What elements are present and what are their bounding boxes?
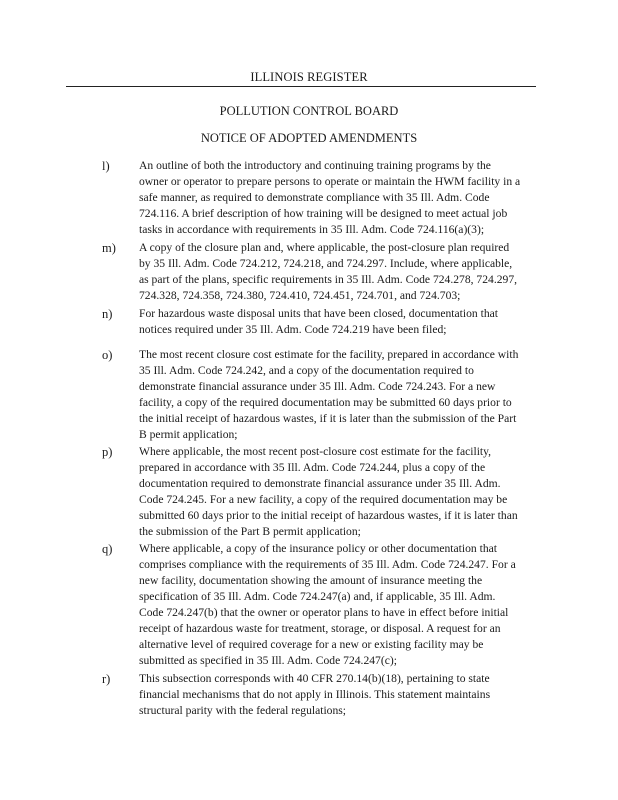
item-line: Code 724.247(b) that the owner or operator plans to have in effect before initial: [139, 606, 509, 619]
item-line: A copy of the closure plan and, where applicable, the post-closure plan required: [139, 241, 510, 254]
item-text: [139, 671, 539, 719]
item-label: l): [102, 159, 110, 173]
notice-title: NOTICE OF ADOPTED AMENDMENTS: [200, 131, 418, 145]
header-rule: [66, 86, 536, 87]
item-line: notices required under 35 Ill. Adm. Code 724.219 have been filed;: [139, 323, 447, 336]
item-line: An outline of both the introductory and continuing training programs by the: [139, 159, 491, 172]
item-line: 724.116. A brief description of how training will be designed to meet actual job: [139, 207, 508, 220]
item-line: financial mechanisms that do not apply in Illinois. This statement maintains: [139, 688, 491, 701]
item-line: The most recent closure cost estimate for the facility, prepared in accordance with: [139, 348, 519, 361]
register-header-title: ILLINOIS REGISTER: [250, 70, 368, 84]
item-line: the initial receipt of hazardous wastes, if it is later than the submission of the Part: [139, 412, 517, 425]
item-line: Code 724.245. For a new facility, a copy of the required documentation may be: [139, 493, 508, 506]
item-line: receipt of hazardous waste for treatment, storage, or disposal. A request for an: [139, 622, 501, 635]
item-label: o): [102, 348, 113, 362]
item-line: as part of the plans, specific requirements in 35 Ill. Adm. Code 724.278, 724.297,: [139, 273, 518, 286]
item-line: tasks in accordance with requirements in 35 Ill. Adm. Code 724.116(a)(3);: [139, 223, 485, 236]
item-text: [139, 306, 539, 338]
item-label: r): [102, 672, 111, 686]
item-line: alternative level of required coverage for a new or existing facility may be: [139, 638, 484, 651]
item-text: [139, 158, 539, 238]
item-line: comprises compliance with the requirements of 35 Ill. Adm. Code 724.247. For a: [139, 558, 516, 571]
item-line: demonstrate financial assurance under 35 Ill. Adm. Code 724.243. For a new: [139, 380, 496, 393]
item-line: by 35 Ill. Adm. Code 724.212, 724.218, and 724.297. Include, where applicable,: [139, 257, 513, 270]
item-line: facility, a copy of the required documentation may be submitted 60 days prior to: [139, 396, 512, 409]
item-text: [139, 347, 539, 443]
item-label: n): [102, 307, 113, 321]
item-text: [139, 541, 539, 669]
item-text: [139, 444, 539, 540]
item-line: prepared in accordance with 35 Ill. Adm. Code 724.244, plus a copy of the: [139, 461, 486, 474]
item-line: B permit application;: [139, 428, 238, 441]
item-line: Where applicable, a copy of the insurance policy or other documentation that: [139, 542, 497, 555]
item-label: m): [102, 241, 116, 255]
item-line: owner or operator to prepare persons to operate or maintain the HWM facility in a: [139, 175, 521, 188]
item-line: submitted as specified in 35 Ill. Adm. Code 724.247(c);: [139, 654, 397, 667]
agency-title: POLLUTION CONTROL BOARD: [219, 104, 399, 118]
item-line: For hazardous waste disposal units that have been closed, documentation that: [139, 307, 498, 320]
item-line: new facility, documentation showing the amount of insurance meeting the: [139, 574, 483, 587]
item-line: the submission of the Part B permit application;: [139, 525, 361, 538]
item-line: documentation required to demonstrate financial assurance under 35 Ill. Adm.: [139, 477, 501, 490]
item-line: safe manner, as required to demonstrate compliance with 35 Ill. Adm. Code: [139, 191, 490, 204]
item-line: specification of 35 Ill. Adm. Code 724.247(a) and, if applicable, 35 Ill. Adm.: [139, 590, 496, 603]
item-line: submitted 60 days prior to the initial receipt of hazardous wastes, if it is later than: [139, 509, 518, 522]
item-line: 724.328, 724.358, 724.380, 724.410, 724.451, 724.701, and 724.703;: [139, 289, 461, 302]
item-line: structural parity with the federal regulations;: [139, 704, 347, 717]
item-text: [139, 240, 539, 304]
item-line: 35 Ill. Adm. Code 724.242, and a copy of the documentation required to: [139, 364, 474, 377]
item-label: q): [102, 542, 113, 556]
item-line: Where applicable, the most recent post-closure cost estimate for the facility,: [139, 445, 492, 458]
item-line: This subsection corresponds with 40 CFR 270.14(b)(18), pertaining to state: [139, 672, 490, 685]
item-label: p): [102, 445, 113, 459]
